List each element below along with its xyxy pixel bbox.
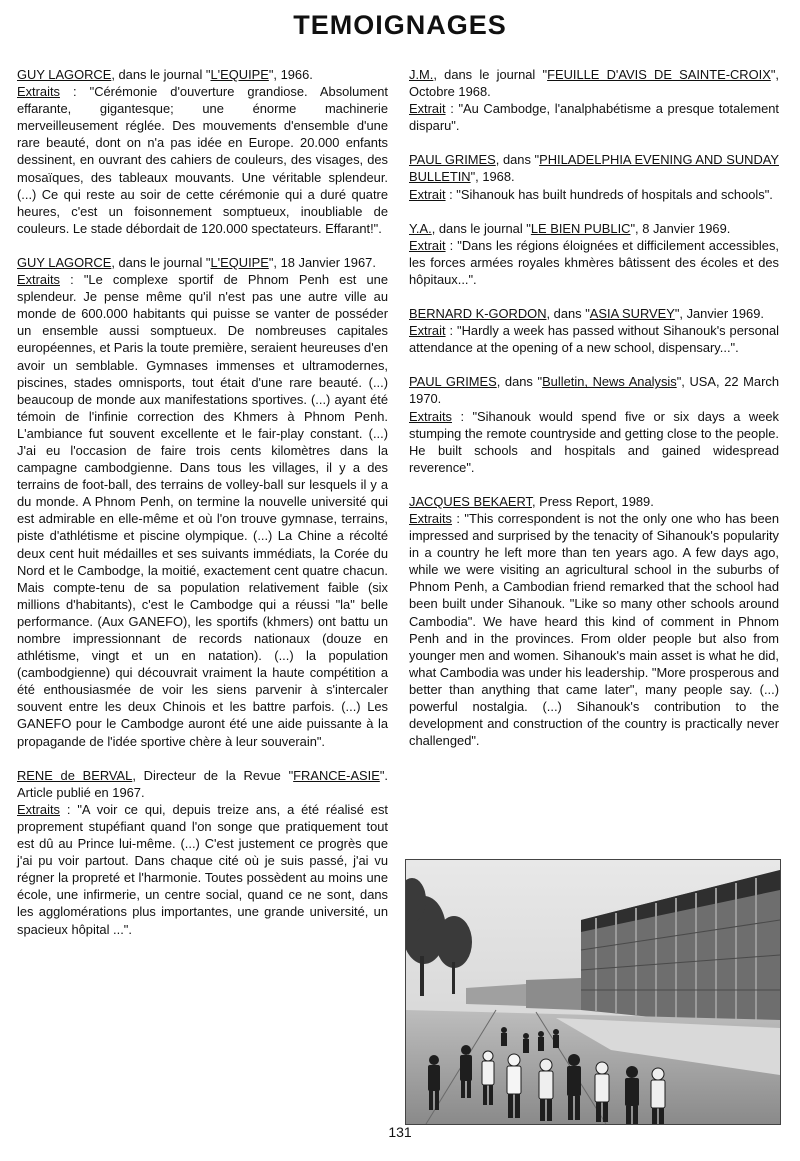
testimony-heading (17, 254, 388, 271)
testimony-entry (409, 373, 779, 476)
source-prefix: , dans le journal " (111, 67, 211, 82)
extract-label: Extraits (409, 408, 452, 424)
source-suffix: ", 8 Janvier 1969. (630, 220, 731, 236)
testimony-entry (17, 254, 388, 750)
author-name: PAUL GRIMES (409, 374, 497, 390)
testimony-entry (409, 66, 779, 134)
extract-text: : "Hardly a week has passed without Sihanouk's personal attendance at the opening of a new school, dispensary...". (409, 323, 779, 356)
testimony-entry (409, 220, 779, 288)
source-prefix: , dans " (546, 306, 590, 322)
author-name: GUY LAGORCE (17, 254, 112, 270)
left-column (17, 66, 388, 955)
source-prefix: , dans " (495, 152, 540, 168)
testimony-heading (17, 767, 388, 801)
testimony-heading (409, 220, 779, 237)
source-suffix: Press Report, 1989. (539, 493, 654, 509)
publication-name: FEUILLE D'AVIS DE SAINTE-CROIX (547, 67, 771, 82)
author-name: Y.A. (409, 220, 432, 236)
testimony-body (409, 322, 779, 356)
author-name: PAUL GRIMES (409, 152, 496, 168)
page-title: TEMOIGNAGES (293, 10, 507, 40)
source-suffix: ". Article publié en 1967. (17, 767, 388, 800)
testimony-entry (17, 767, 388, 938)
publication-name: L'EQUIPE (210, 67, 269, 82)
testimony-body (17, 271, 388, 750)
testimony-body (17, 801, 388, 938)
testimony-heading (409, 305, 779, 322)
author-name: JACQUES BEKAERT (409, 493, 532, 509)
extract-text: : "Cérémonie d'ouverture grandiose. Absolument effarante, gigantesque; une énorme machinerie merveilleusement réglée. Des mouvements d'ensemble d'une rare beauté, dont on n'a pas idée en Europe. 20.000 enfants dessinent, en ouvrant des cahiers de couleurs, des visages, des mosaïques, des tableaux mouvants. Une véritable splendeur. (...) Ce qui reste au soir de cette cérémonie qui a duré quatre heures, c'est un foisonnement somptueux, inoubliable de couleurs. Le stade débordait de 120.000 spectateurs. Effarant!". (17, 84, 388, 236)
extract-label: Extraits (17, 801, 60, 817)
extract-label: Extrait (409, 186, 446, 202)
publication-name: Bulletin, News Analysis (542, 374, 677, 390)
source-prefix: , dans " (496, 374, 543, 390)
extract-text: : "Au Cambodge, l'analphabétisme a presque totalement disparu". (409, 101, 779, 134)
testimony-body (409, 510, 779, 749)
publication-name: L'EQUIPE (210, 254, 269, 270)
photo-illustration (406, 860, 780, 1124)
testimony-entry (409, 493, 779, 749)
publication-name: LE BIEN PUBLIC (530, 220, 631, 236)
extract-text: : "Sihanouk has built hundreds of hospitals and schools". (445, 186, 773, 202)
page-number: 131 (388, 1124, 412, 1140)
extract-text: : "Le complexe sportif de Phnom Penh est une splendeur. Je pense même qu'il n'est pas une autre ville au monde de 600.000 habitants qui puisse se vanter de posséder un ensemble aussi somptueux. De nombreuses capitales européennes, et Paris la toute première, seraient heureuses d'en avoir un semblable. Gymnases immenses et ultramodernes, piscines, stades omnisports, tout était d'une rare beauté. (...) beaucoup de monde aux manifestations sportives. (...) ayant été témoin de l'infinie correction des Khmers à Phnom Penh. L'ambiance fut souvent excellente et le fair-play constant. (...) J'ai eu l'occasion de faire trois cents kilomètres dans la campagne cambodgienne. Dans tous les villages, il y a des terrains de foot-ball, des terrains de volley-ball sur lesquels il y a du monde. A Phnom Penh, on termine la nouvelle université qui est admirable en elle-même et où l'on trouve gymnase, terrains, piste d'athlétisme et piscine olympique. (...) La Chine a récolté deux cent huit médailles et ses suivants immédiats, la Corée du Nord et le Cambodge, la moitié, exactement cent quatre chacun. Mais compte-tenu de sa population relativement faible (six millions d'habitants), c'est le Cambodge qui a réussi "la" belle performance. (Aux GANEFO), les sportifs (khmers) ont battu un nombre impressionnant de records nationaux (douze en athlétisme, vingt et un en natation). (...) la population (cambodgienne) qui découvrait vraiment la haute compétition a été enthousiasmée de voir les siens parvenir à s'intercaler souvent entre les deux Chinois et les battre parfois. (...) Les GANEFO pour le Cambodge auront été une aide puissante à la propagande de l'idée sportive chère à leur souverain". (17, 272, 388, 749)
right-column (409, 66, 779, 766)
extract-text: : "This correspondent is not the only one who has been impressed and surprised by the tenacity of Sihanouk's popularity in a country he left more than ten years ago. A few days ago, while we were visiting an agricultural school in the suburbs of Phnom Penh, a Cambodian friend remarked that the school had been built under Sihanouk. "Like so many other schools around Cambodia". We have heard this kind of comment in Phnom Penh and in the provinces. From older people but also from younger men and women. Sihanouk's main asset is what he did, what Cambodia was under his leadership. "More prosperous and better than anything that came later", many people say. (...) powerful nostalgia. (...) Sihanouk's contribution to the development and construction of the country is practically never challenged". (409, 510, 780, 749)
extract-label: Extraits (17, 272, 60, 288)
source-suffix: ", 18 Janvier 1967. (268, 254, 376, 270)
extract-label: Extrait (409, 323, 446, 339)
source-prefix: , Directeur de la Revue " (132, 767, 294, 783)
extract-label: Extrait (409, 101, 446, 117)
testimony-body (17, 83, 388, 237)
testimony-heading (17, 66, 388, 83)
testimony-entry (17, 66, 388, 237)
source-suffix: ", Octobre 1968. (409, 67, 779, 100)
extract-text: : "A voir ce qui, depuis treize ans, a été réalisé est proprement stupéfiant quand l'on songe que pratiquement tout est dû au Prince lui-même. (...) C'est justement ce progrès que j'ai pu voir partout. Dans chaque cité où je suis passé, j'ai vu régner la propreté et l'harmonie. Toutes possèdent au moins une école, une infirmerie, un centre social, quand ce ne sont, dans les agglomérations plus importantes, une grande université, un spacieux hôpital ...". (17, 801, 388, 937)
author-name: J.M. (409, 67, 434, 82)
extract-text: : "Sihanouk would spend five or six days a week stumping the remote countryside and getting close to the people. He built schools and hospitals and gained widespread reverence". (409, 408, 779, 475)
extract-label: Extrait (409, 237, 446, 253)
source-suffix: ", 1966. (268, 67, 313, 82)
author-name: BERNARD K-GORDON (409, 306, 547, 322)
author-name: GUY LAGORCE (17, 67, 112, 82)
extract-label: Extraits (17, 84, 60, 100)
publication-name: FRANCE-ASIE (293, 767, 380, 783)
extract-text: : "Dans les régions éloignées et difficilement accessibles, les forces armées royales khmères bâtissent des écoles et des hôpitaux...". (409, 237, 779, 287)
source-suffix: ", Janvier 1969. (674, 306, 764, 322)
publication-name: PHILADELPHIA EVENING AND SUNDAY BULLETIN (409, 152, 779, 185)
publication-name: ASIA SURVEY (589, 306, 675, 322)
testimony-body (409, 186, 779, 203)
source-prefix: , dans le journal " (433, 67, 548, 82)
testimony-heading (409, 151, 779, 185)
source-suffix: ", USA, 22 March 1970. (409, 374, 779, 407)
source-prefix: , dans le journal " (431, 220, 531, 236)
testimony-heading (409, 373, 779, 407)
testimony-body (409, 100, 779, 134)
source-suffix: ", 1968. (470, 169, 515, 185)
building-photo (405, 859, 781, 1125)
testimony-entry (409, 151, 779, 202)
source-prefix: , dans le journal " (111, 254, 211, 270)
testimony-entry (409, 305, 779, 356)
testimony-body (409, 237, 779, 288)
source-prefix: , (531, 493, 540, 509)
extract-label: Extraits (409, 510, 452, 526)
testimony-body (409, 408, 779, 476)
author-name: RENE de BERVAL (17, 767, 133, 783)
testimony-heading (409, 66, 779, 100)
testimony-heading (409, 493, 779, 510)
